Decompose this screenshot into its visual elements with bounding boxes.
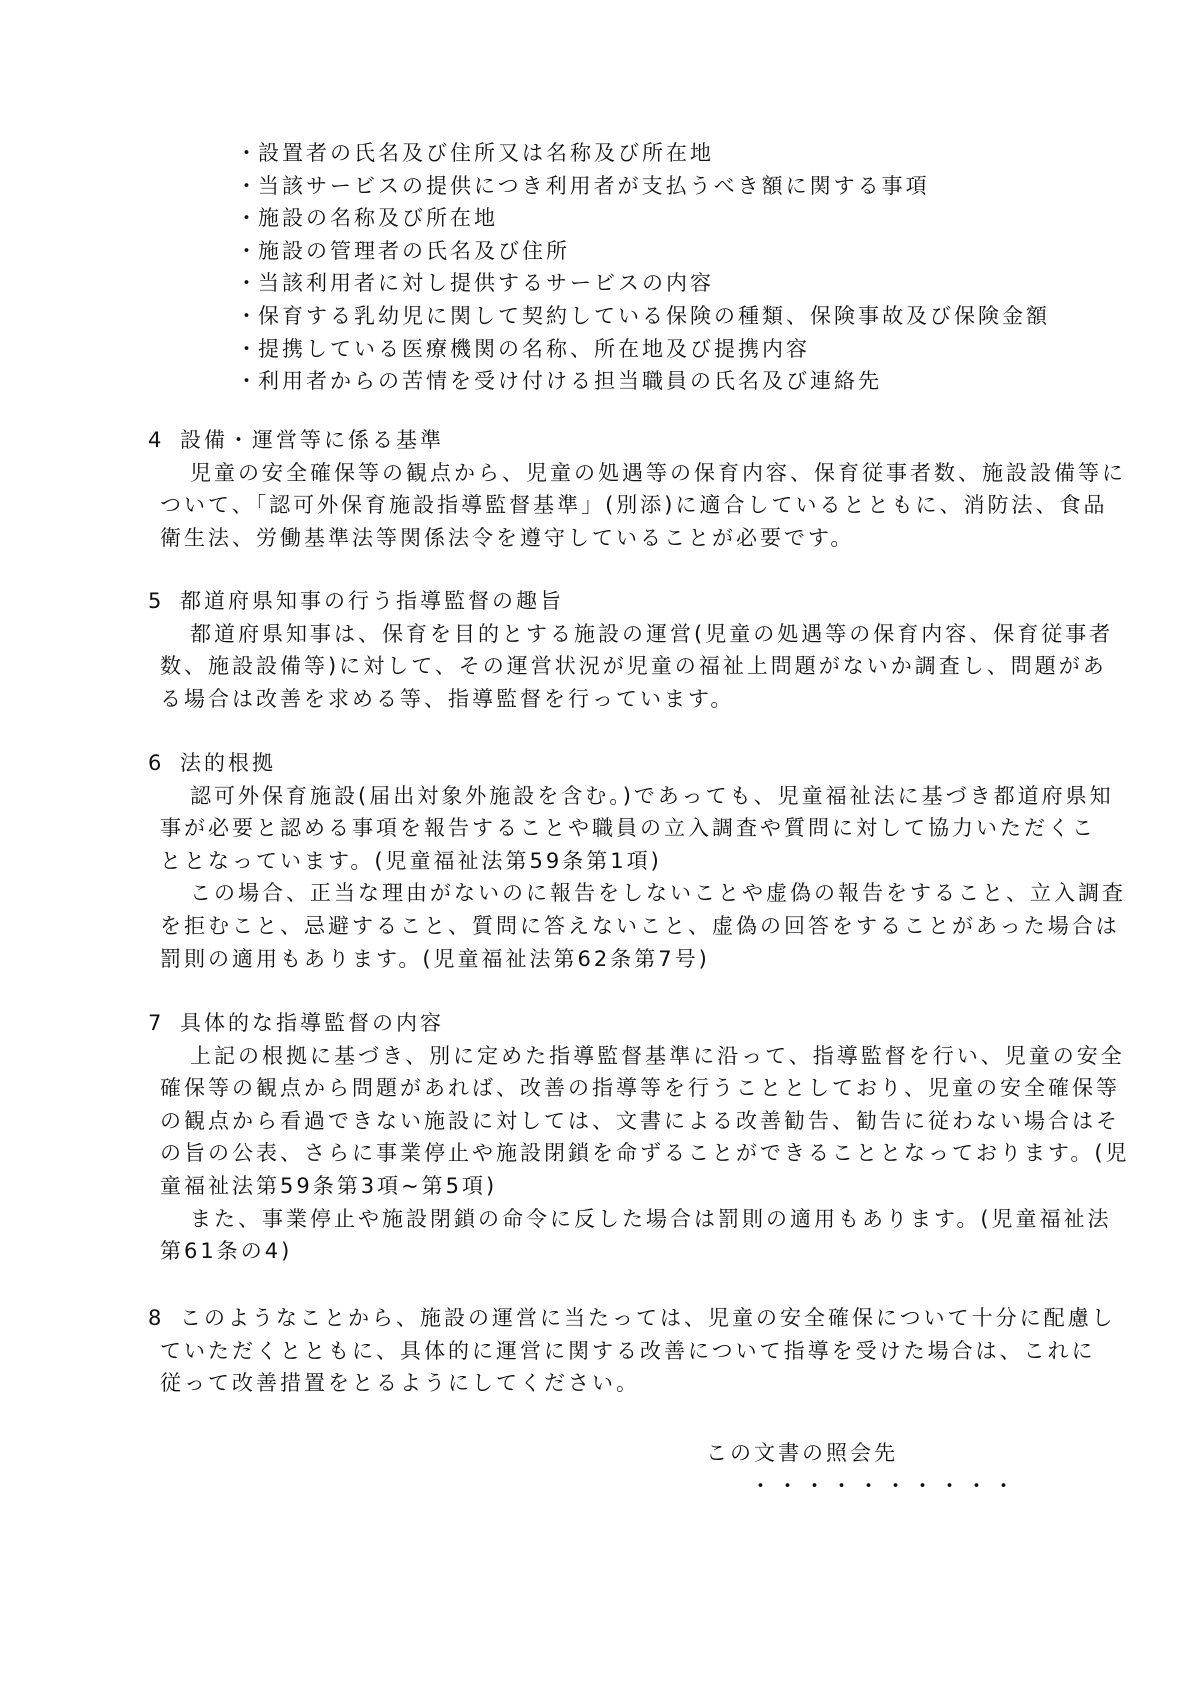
paragraph-line: ていただくとともに、具体的に運営に関する改善について指導を受けた場合は、これに (160, 1338, 1096, 1363)
paragraph-line: 第61条の4) (160, 1239, 293, 1264)
paragraph-line: を拒むこと、忌避すること、質問に答えないこと、虚偽の回答をすることがあった場合は (160, 913, 1120, 938)
section-heading: 5 都道府県知事の行う指導監督の趣旨 (148, 589, 564, 613)
contact-label: この文書の照会先 (706, 1441, 898, 1465)
paragraph-line: この場合、正当な理由がないのに報告をしないことや虚偽の報告をすること、立入調査 (190, 881, 1126, 906)
required-items-list (0, 137, 1181, 398)
list-item: ・ 保育する乳幼児に関して契約している保険の種類、保険事故及び保険金額 (236, 303, 1050, 328)
paragraph-line: 児童の安全確保等の観点から、児童の処遇等の保育内容、保育従事者数、施設設備等に (190, 460, 1126, 485)
paragraph-line: る場合は改善を求める等、指導監督を行っています。 (160, 686, 735, 711)
section-8 (0, 1302, 1181, 1400)
paragraph-line: 童福祉法第59条第3項~第5項) (160, 1173, 498, 1198)
paragraph-line: ととなっています。(児童福祉法第59条第1項) (160, 848, 662, 873)
list-item: ・ 提携している医療機関の名称、所在地及び提携内容 (236, 336, 810, 361)
list-item: ・ 当該利用者に対し提供するサービスの内容 (236, 271, 714, 296)
section-5 (0, 585, 1181, 715)
paragraph-line: 従って改善措置をとるようにしてください。 (160, 1371, 640, 1396)
paragraph-line: ついて、「認可外保育施設指導監督基準」(別添)に適合しているとともに、消防法、食品 (160, 493, 1108, 518)
contact-block (0, 1437, 1181, 1502)
paragraph-line: 衛生法、労働基準法等関係法令を遵守していることが必要です。 (160, 525, 855, 550)
list-item: ・ 当該サービスの提供につき利用者が支払うべき額に関する事項 (236, 173, 930, 198)
list-item: ・ 施設の名称及び所在地 (236, 206, 498, 231)
paragraph-line: 上記の根拠に基づき、別に定めた指導監督基準に沿って、指導監督を行い、児童の安全 (190, 1043, 1125, 1068)
paragraph-line: 確保等の観点から問題があれば、改善の指導等を行うこととしており、児童の安全確保等 (160, 1076, 1120, 1101)
list-item: ・ 設置者の氏名及び住所又は名称及び所在地 (236, 141, 714, 165)
paragraph-line: 認可外保育施設(届出対象外施設を含む。)であっても、児童福祉法に基づき都道府県知 (190, 783, 1114, 808)
section-4 (0, 424, 1181, 554)
section-heading: 8 このようなことから、施設の運営に当たっては、児童の安全確保について十分に配慮し (148, 1306, 1116, 1330)
section-7 (0, 1007, 1181, 1268)
list-item: ・ 施設の管理者の氏名及び住所 (236, 238, 570, 263)
section-heading: 6 法的根拠 (148, 751, 276, 775)
contact-value: ・・・・・・・・・・ (750, 1473, 1020, 1498)
paragraph-line: の観点から看過できない施設に対しては、文書による改善勧告、勧告に従わない場合はそ (160, 1108, 1120, 1133)
paragraph-line: 罰則の適用もあります。(児童福祉法第62条第7号) (160, 946, 710, 971)
section-6 (0, 747, 1181, 975)
section-heading: 7 具体的な指導監督の内容 (148, 1011, 444, 1035)
paragraph-line: また、事業停止や施設閉鎖の命令に反した場合は罰則の適用もあります。(児童福祉法 (190, 1206, 1112, 1231)
paragraph-line: 数、施設設備等)に対して、その運営状況が児童の福祉上問題がないか調査し、問題があ (160, 654, 1107, 679)
paragraph-line: 都道府県知事は、保育を目的とする施設の運営(児童の処遇等の保育内容、保育従事者 (190, 621, 1114, 646)
paragraph-line: の旨の公表、さらに事業停止や施設閉鎖を命ずることができることとなっております。(児 (160, 1141, 1130, 1166)
paragraph-line: 事が必要と認める事項を報告することや職員の立入調査や質問に対して協力いただくこ (160, 816, 1096, 841)
list-item: ・ 利用者からの苦情を受け付ける担当職員の氏名及び連絡先 (236, 369, 882, 394)
section-heading: 4 設備・運営等に係る基準 (148, 428, 444, 452)
